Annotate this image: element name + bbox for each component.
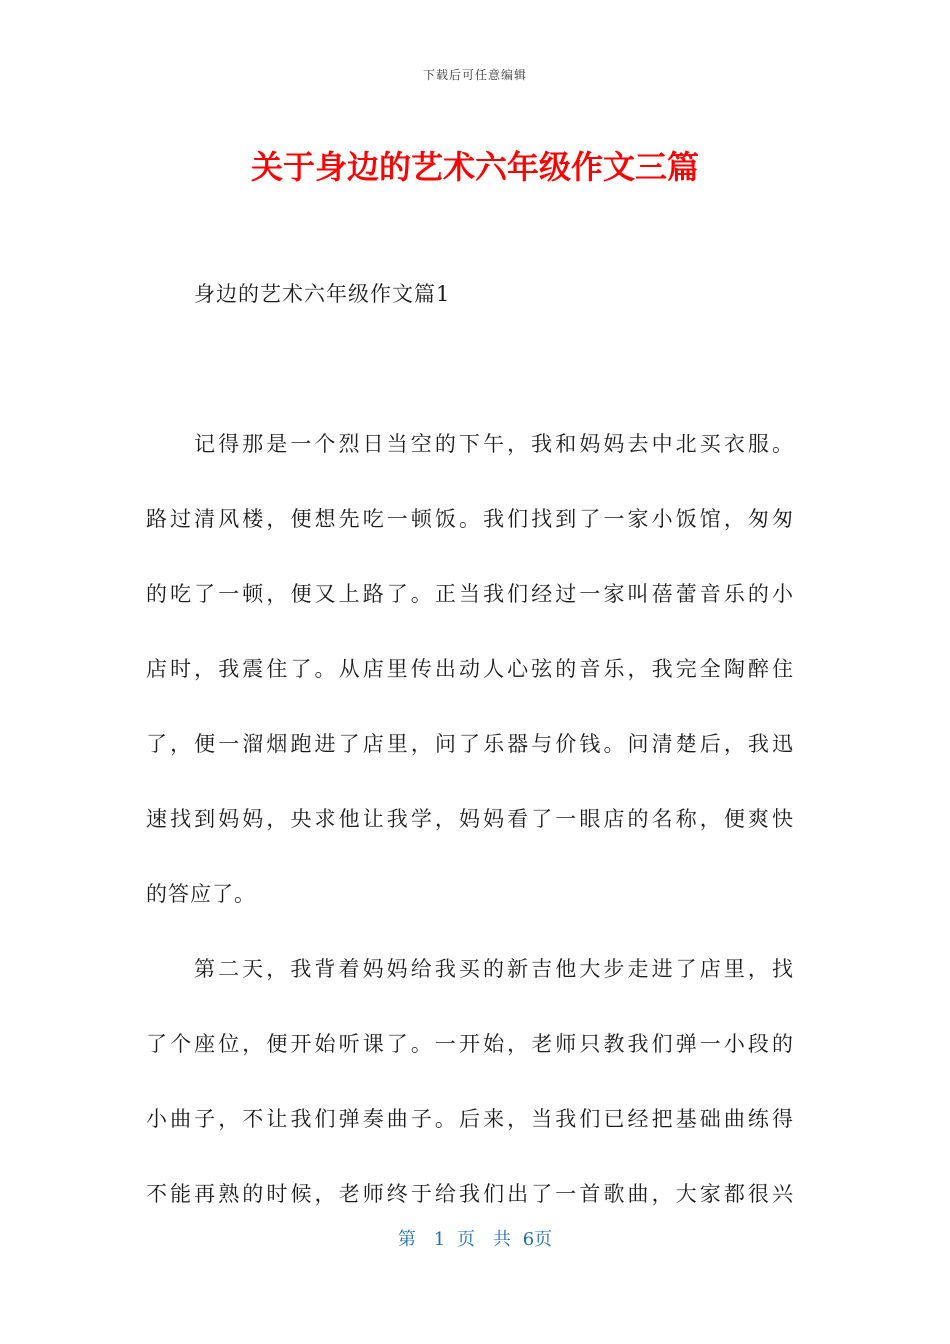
text-line: 第二天，我背着妈妈给我买的新吉他大步走进了店里，找 (194, 957, 794, 981)
text-line: 不能再熟的时候，老师终于给我们出了一首歌曲，大家都很兴 (146, 1182, 794, 1206)
text-line: 路过清风楼，便想先吃一顿饭。我们找到了一家小饭馆，匆匆 (146, 507, 794, 531)
text-line: 了个座位，便开始听课了。一开始，老师只教我们弹一小段的 (146, 1032, 794, 1056)
text-line: 了，便一溜烟跑进了店里，问了乐器与价钱。问清楚后，我迅 (146, 732, 794, 756)
text-line: 速找到妈妈，央求他让我学，妈妈看了一眼店的名称，便爽快 (146, 807, 794, 831)
paragraph-gap (146, 341, 794, 416)
text-line: 小曲子，不让我们弹奏曲子。后来，当我们已经把基础曲练得 (146, 1107, 794, 1131)
text-line: 的答应了。 (146, 882, 256, 906)
document-title: 关于身边的艺术六年级作文三篇 (250, 148, 699, 186)
document-body (146, 266, 794, 1241)
text-line: 的吃了一顿，便又上路了。正当我们经过一家叫蓓蕾音乐的小 (146, 582, 794, 606)
header-note: 下载后可任意编辑 (422, 68, 527, 82)
text-line: 身边的艺术六年级作文篇1 (194, 282, 451, 306)
text-line: 记得那是一个烈日当空的下午，我和妈妈去中北买衣服。 (194, 432, 794, 456)
page-number-footer: 第 1 页 共 6页 (397, 1229, 553, 1250)
text-line: 店时，我震住了。从店里传出动人心弦的音乐，我完全陶醉住 (146, 657, 794, 681)
